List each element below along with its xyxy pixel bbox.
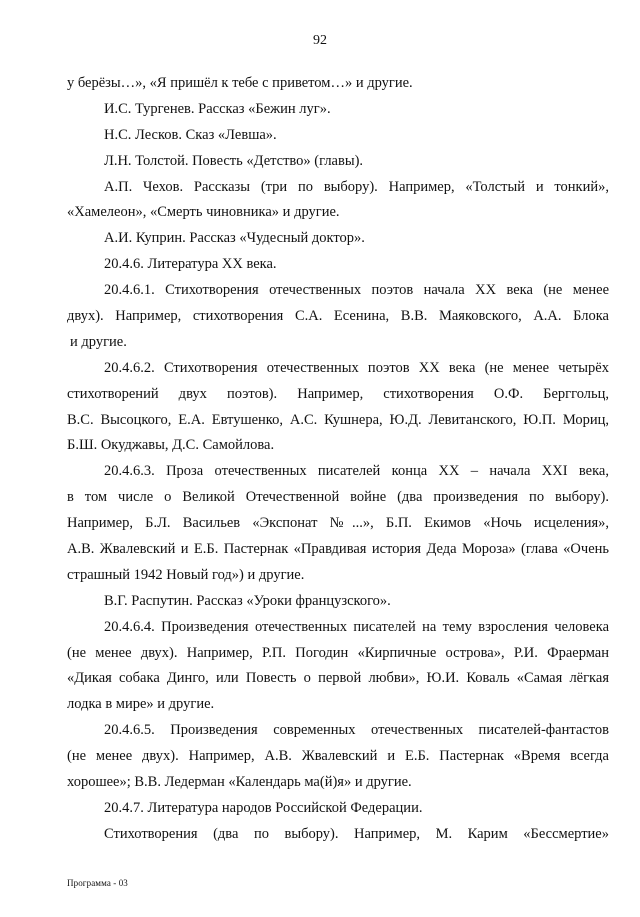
text-line: Стихотворения (два по выбору). Например, М. Карим «Бессмертие» <box>104 825 609 842</box>
text-line: А.В. Жвалевский и Е.Б. Пастернак «Правдивая история Деда Мороза» (глава «Очень <box>67 541 609 558</box>
text-line: у берёзы…», «Я пришёл к тебе с приветом…» и другие. <box>67 75 413 91</box>
section-heading: 20.4.6. Литература XX века. <box>104 256 277 273</box>
text-line: Например, Б.Л. Васильев «Экспонат №...», Б.П. Екимов «Ночь исцеления», <box>67 515 609 532</box>
text-line: А.П. Чехов. Рассказы (три по выбору). Например, «Толстый и тонкий», <box>104 178 609 195</box>
text-line: Н.С. Лесков. Сказ «Левша». <box>104 126 277 143</box>
text-line: 20.4.6.4. Произведения отечественных писателей на тему взросления человека <box>104 618 609 635</box>
text-line: «Дикая собака Динго, или Повесть о первой любви», Ю.И. Коваль «Самая лёгкая <box>67 670 609 687</box>
text-line: 20.4.6.5. Произведения современных отечественных писателей-фантастов <box>104 722 609 739</box>
document-body <box>67 71 609 848</box>
text-line: в том числе о Великой Отечественной войне (два произведения по выбору). <box>67 489 609 506</box>
page-footer: Программа - 03 <box>67 878 128 888</box>
text-line: лодка в мире» и другие. <box>67 696 215 713</box>
text-line: Б.Ш. Окуджавы, Д.С. Самойлова. <box>67 437 275 454</box>
page-number: 92 <box>313 33 327 48</box>
text-line: 20.4.6.3. Проза отечественных писателей конца XX – начала XXI века, <box>104 463 609 480</box>
text-line: (не менее двух). Например, А.В. Жвалевский и Е.Б. Пастернак «Время всегда <box>67 748 609 765</box>
text-line: Л.Н. Толстой. Повесть «Детство» (главы). <box>104 152 364 169</box>
text-line: стихотворений двух поэтов). Например, стихотворения О.Ф. Берггольц, <box>67 385 609 402</box>
text-line: страшный 1942 Новый год») и другие. <box>67 566 305 583</box>
text-line: хорошее»; В.В. Ледерман «Календарь ма(й)я» и другие. <box>67 774 412 791</box>
text-line: В.Г. Распутин. Рассказ «Уроки французского». <box>104 592 391 609</box>
text-line: и другие. <box>70 333 127 350</box>
text-line: В.С. Высоцкого, Е.А. Евтушенко, А.С. Кушнера, Ю.Д. Левитанского, Ю.П. Мориц, <box>67 411 609 428</box>
text-line: двух). Например, стихотворения С.А. Есенина, В.В. Маяковского, А.А. Блока <box>67 308 609 325</box>
text-line: 20.4.6.1. Стихотворения отечественных поэтов начала XX века (не менее <box>104 282 609 299</box>
text-line: (не менее двух). Например, Р.П. Погодин «Кирпичные острова», Р.И. Фраерман <box>67 644 609 661</box>
section-heading: 20.4.7. Литература народов Российской Федерации. <box>104 799 423 816</box>
text-line: И.С. Тургенев. Рассказ «Бежин луг». <box>104 100 331 117</box>
text-line: 20.4.6.2. Стихотворения отечественных поэтов XX века (не менее четырёх <box>104 359 609 376</box>
text-line: «Хамелеон», «Смерть чиновника» и другие. <box>67 204 340 221</box>
text-line: А.И. Куприн. Рассказ «Чудесный доктор». <box>104 230 365 247</box>
